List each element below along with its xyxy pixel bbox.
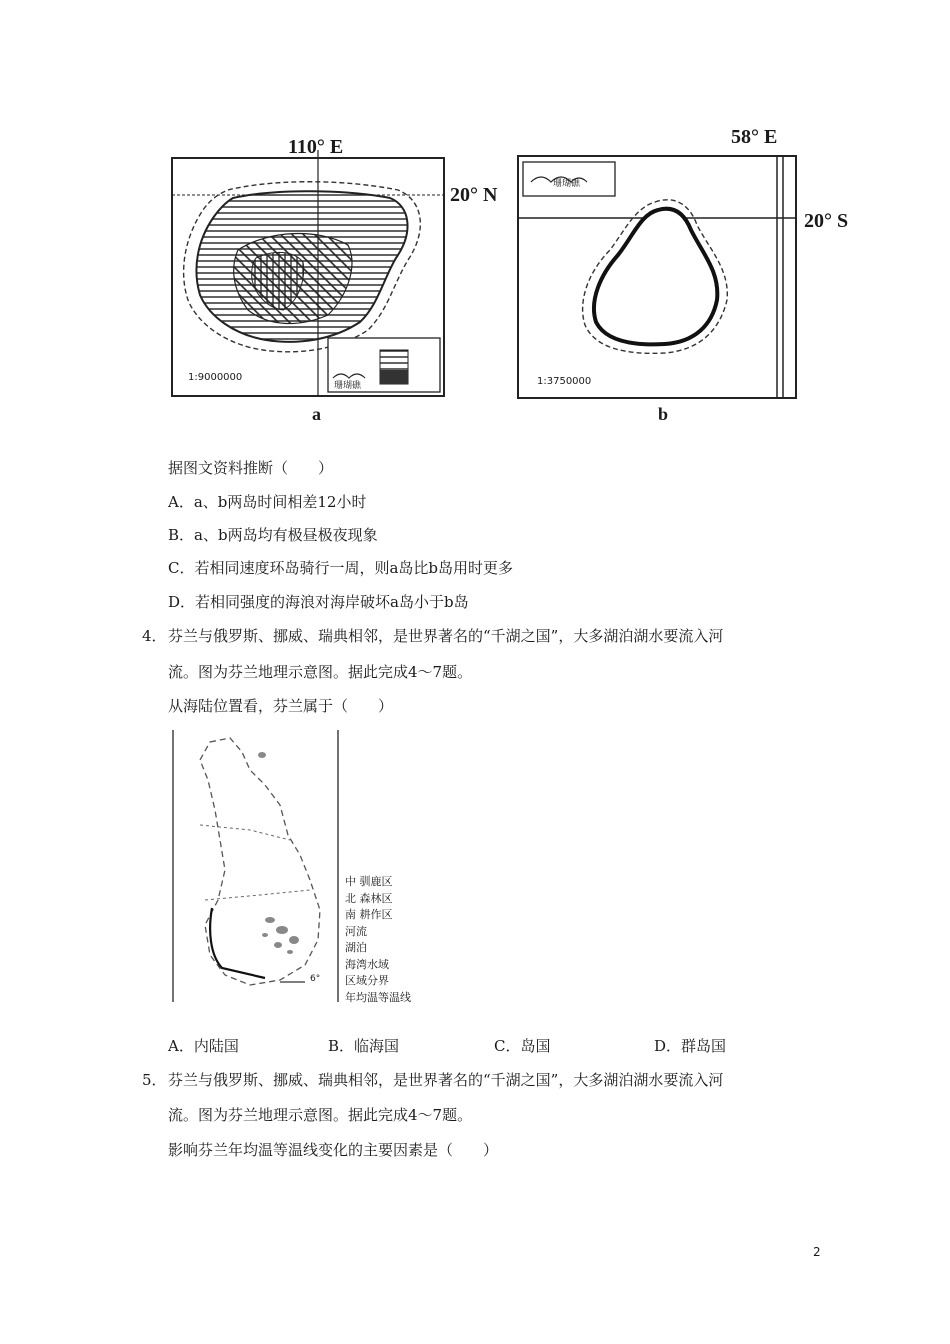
q4-stem: 从海陆位置看，芬兰属于（ ）	[168, 697, 394, 715]
map-b-lon-label: 58° E	[731, 126, 778, 148]
q3-option-c: C．若相同速度环岛骑行一周，则a岛比b岛用时更多	[168, 559, 514, 577]
map-a-scale: 1:9000000	[188, 372, 243, 383]
q3-option-d: D．若相同强度的海浪对海岸破坏a岛小于b岛	[168, 593, 469, 611]
legend-item: 湖泊	[345, 941, 367, 954]
map-a-lat-label: 20° N	[450, 184, 498, 206]
map-a-legend-coral: 珊瑚礁	[334, 381, 362, 391]
legend-item: 中 驯鹿区	[345, 875, 393, 888]
q5-stem: 影响芬兰年均温等温线变化的主要因素是（ ）	[168, 1141, 499, 1159]
page-number: 2	[813, 1245, 821, 1259]
q4-option-c: C．岛国	[494, 1037, 551, 1055]
q3-option-a: A．a、b两岛时间相差12小时	[168, 493, 367, 511]
q3-option-b: B．a、b两岛均有极昼极夜现象	[168, 526, 378, 544]
map-b-scale: 1:3750000	[537, 376, 592, 387]
q5-number: 5．	[142, 1071, 167, 1089]
map-a-drawing	[168, 150, 448, 400]
q4-option-d: D．群岛国	[654, 1037, 727, 1055]
map-a	[168, 136, 448, 400]
finland-isotherm-label: 6°	[310, 974, 321, 984]
map-b	[515, 126, 800, 400]
finland-map-drawing	[170, 730, 345, 1002]
q5-context-line2: 流。图为芬兰地理示意图。据此完成4～7题。	[168, 1106, 473, 1124]
q3-stem: 据图文资料推断（ ）	[168, 459, 334, 477]
legend-item: 南 耕作区	[345, 908, 393, 921]
q4-context-line1: 芬兰与俄罗斯、挪威、瑞典相邻，是世界著名的“千湖之国”，大多湖泊湖水要流入河	[168, 627, 724, 645]
finland-legend	[345, 874, 465, 1006]
q4-option-a: A．内陆国	[168, 1037, 239, 1055]
map-a-lon-label: 110° E	[288, 136, 344, 158]
legend-item: 北 森林区	[345, 891, 393, 905]
map-b-lat-label: 20° S	[804, 210, 849, 232]
map-b-legend-coral: 珊瑚礁	[553, 179, 581, 189]
finland-map	[170, 730, 345, 1002]
map-b-caption: b	[658, 404, 669, 424]
legend-item: 海湾水域	[345, 957, 389, 971]
q5-context-line1: 芬兰与俄罗斯、挪威、瑞典相邻，是世界著名的“千湖之国”，大多湖泊湖水要流入河	[168, 1071, 724, 1089]
map-a-caption: a	[312, 404, 321, 424]
legend-item: 年均温等温线	[345, 990, 411, 1004]
q4-number: 4．	[142, 627, 167, 645]
legend-item: 河流	[345, 924, 367, 938]
q4-context-line2: 流。图为芬兰地理示意图。据此完成4～7题。	[168, 663, 473, 681]
q4-option-b: B．临海国	[328, 1037, 400, 1055]
legend-item: 区域分界	[345, 974, 389, 987]
